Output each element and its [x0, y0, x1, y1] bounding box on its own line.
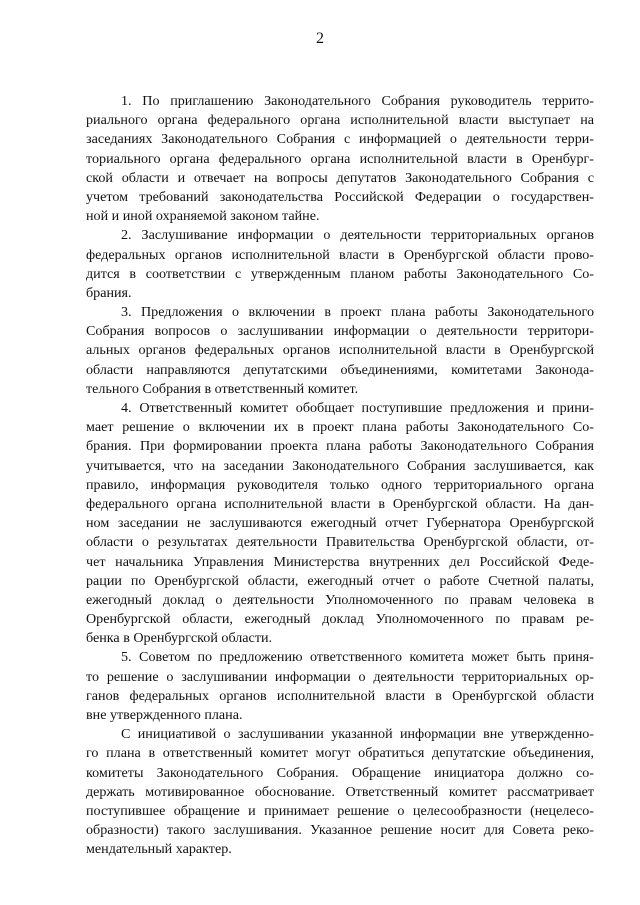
text-line: бенка в Оренбургской области.	[86, 630, 273, 647]
text-line: ном заседании не заслушиваются ежегодный отчет Губернатора Оренбургской	[86, 515, 594, 532]
text-line: брания.	[86, 284, 132, 301]
text-line: 3. Предложения о включении в проект плана работы Законодательного	[121, 304, 594, 321]
text-line: брания. При формировании проекта плана работы Законодательного Собрания	[86, 438, 594, 455]
text-line: правило, информация руководителя только одного территориального органа	[86, 476, 594, 493]
paragraph-1	[86, 92, 594, 226]
text-line: ториального органа федерального органа исполнительной власти в Оренбург-	[86, 150, 594, 167]
text-line: риального органа федерального органа исполнительной власти выступает на	[86, 112, 594, 129]
text-line: заседаниях Законодательного Собрания с информацией о деятельности терри-	[86, 131, 594, 148]
paragraph-5	[86, 648, 594, 725]
text-line: учитывается, что на заседании Законодательного Собрания заслушивается, как	[86, 457, 594, 474]
text-line: образности) такого заслушивания. Указанное решение носит для Совета реко-	[86, 822, 594, 839]
text-line: 4. Ответственный комитет обобщает поступившие предложения и прини-	[121, 400, 594, 416]
text-line: тельного Собрания в ответственный комитет.	[86, 380, 359, 397]
paragraph-6	[86, 725, 594, 859]
text-line: мает решение о включении их в проект плана работы Законодательного Со-	[86, 419, 594, 436]
text-line: комитеты Законодательного Собрания. Обращение инициатора должно со-	[86, 764, 594, 781]
text-line: го плана в ответственный комитет могут обратиться депутатские объединения,	[86, 745, 594, 762]
text-line: области направляются депутатскими объединениями, комитетами Законода-	[86, 361, 594, 378]
text-line: ной и иной охраняемой законом тайне.	[86, 208, 320, 225]
document-body	[86, 92, 594, 860]
text-line: области о результатах деятельности Правительства Оренбургской области, от-	[86, 534, 594, 551]
text-line: ской области и отвечает на вопросы депутатов Законодательного Собрания с	[86, 169, 594, 186]
text-line: 5. Советом по предложению ответственного комитета может быть приня-	[121, 649, 594, 666]
text-line: С инициативой о заслушивании указанной информации вне утвержденно-	[121, 726, 594, 743]
text-line: поступившее обращение и принимает решение о целесообразности (нецелесо-	[86, 802, 594, 819]
text-line: федеральных органов исполнительной власти в Оренбургской области прово-	[86, 246, 594, 263]
paragraph-2	[86, 226, 594, 303]
text-line: рации по Оренбургской области, ежегодный отчет о работе Счетной палаты,	[86, 572, 594, 589]
text-line: дится в соответствии с утвержденным планом работы Законодательного Со-	[86, 265, 594, 282]
text-line: держать мотивированное обоснование. Ответственный комитет рассматривает	[86, 783, 594, 800]
text-line: альных органов федеральных органов исполнительной власти в Оренбургской	[86, 342, 594, 359]
text-line: чет начальника Управления Министерства внутренних дел Российской Феде-	[86, 553, 594, 570]
text-line: то решение о заслушивании информации о деятельности территориальных ор-	[86, 668, 594, 685]
text-line: ежегодный доклад о деятельности Уполномоченного по правам человека в	[86, 591, 594, 608]
text-line: ганов федеральных органов исполнительной власти в Оренбургской области	[86, 687, 594, 704]
text-line: 2. Заслушивание информации о деятельности территориальных органов	[121, 227, 594, 244]
text-line: Собрания вопросов о заслушивании информации о деятельности территори-	[86, 323, 594, 340]
paragraph-4	[86, 399, 594, 648]
page-number: 2	[316, 30, 324, 47]
text-line: вне утвержденного плана.	[86, 707, 243, 723]
paragraph-3	[86, 303, 594, 399]
text-line: 1. По приглашению Законодательного Собрания руководитель террито-	[121, 93, 594, 109]
text-line: учетом требований законодательства Российской Федерации о государствен-	[86, 188, 594, 205]
text-line: Оренбургской области, ежегодный доклад Уполномоченного по правам ре-	[86, 611, 594, 628]
text-line: мендательный характер.	[86, 841, 232, 858]
text-line: федерального органа исполнительной власти в Оренбургской области. На дан-	[86, 495, 594, 512]
